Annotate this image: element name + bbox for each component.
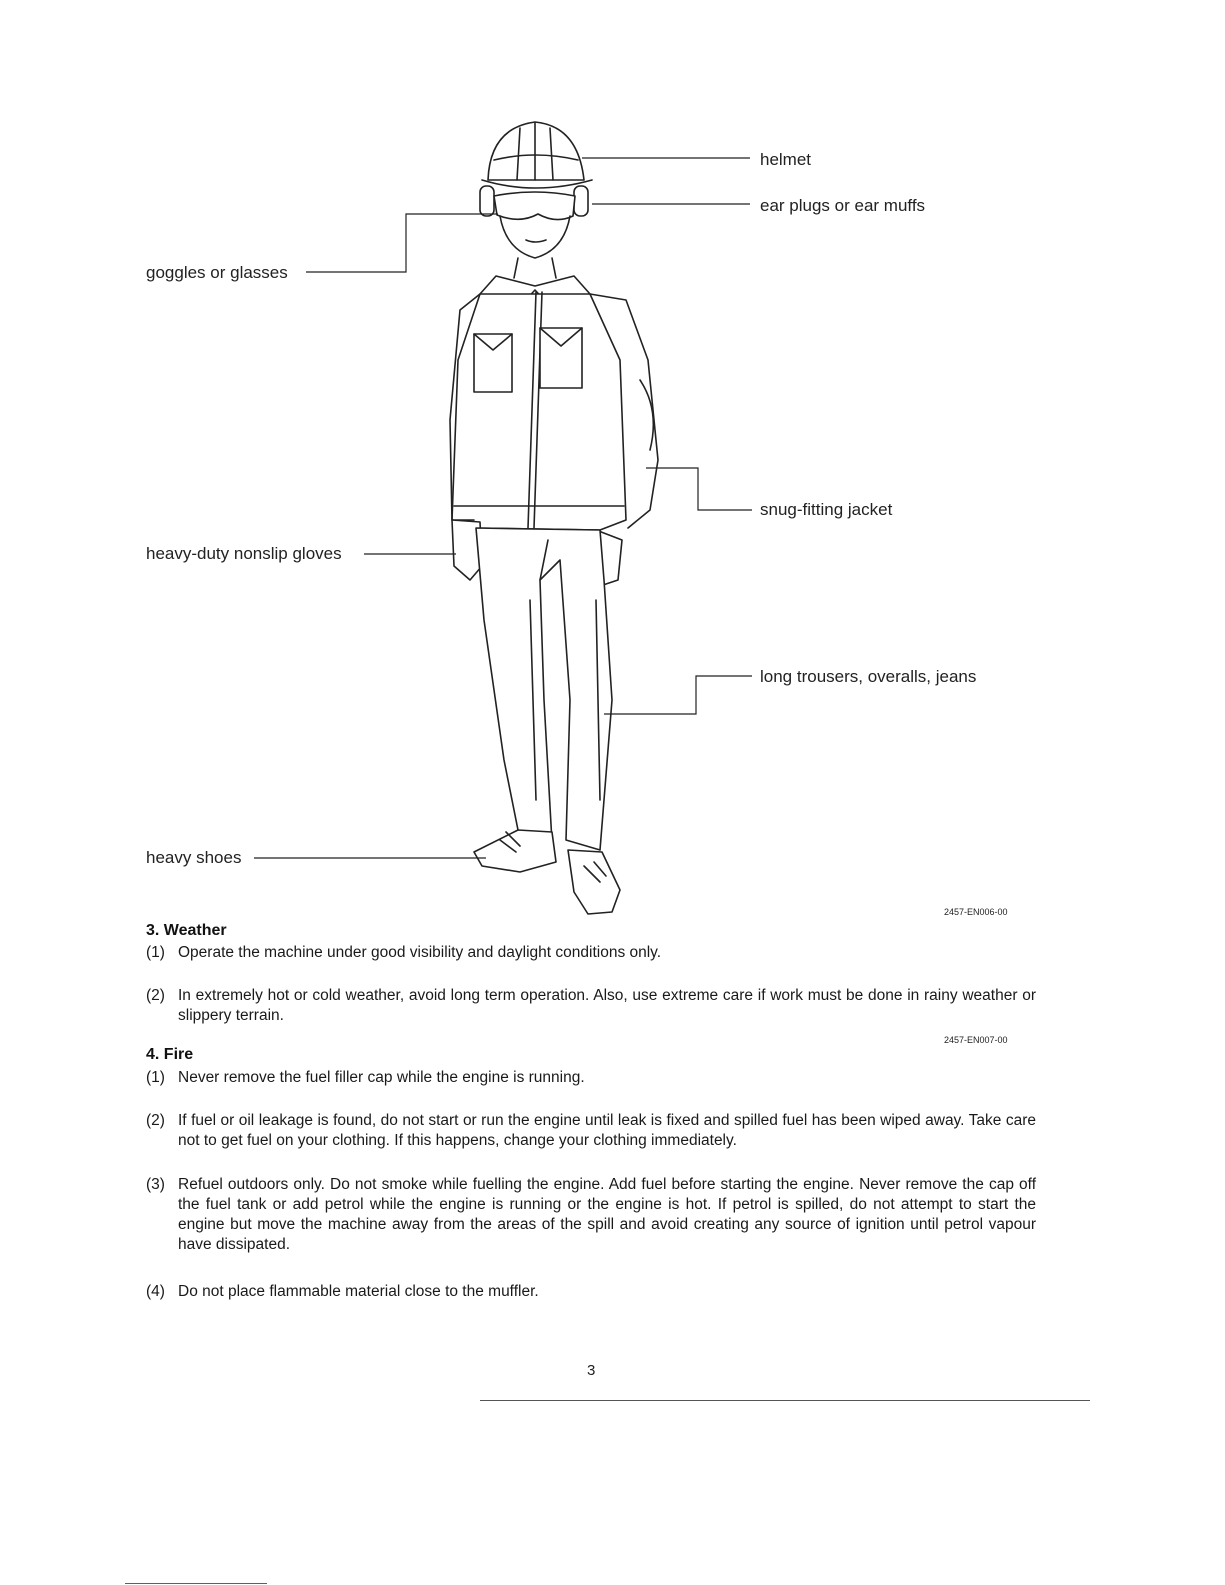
section-title-weather: 3. Weather — [146, 922, 227, 939]
trousers-drawing — [476, 528, 612, 850]
item-text: Operate the machine under good visibility and daylight conditions only. — [178, 944, 662, 961]
figure-reference-code: 2457-EN006-00 — [944, 907, 1008, 917]
leader-goggles — [306, 214, 498, 272]
item-text: If fuel or oil leakage is found, do not start or run the engine until leak is fixed and spilled fuel has been wiped away. Take care not to get fuel on your clothing. If this happens, change your clothing immediately. — [178, 1112, 1036, 1149]
item-number: (4) — [146, 1283, 165, 1300]
label-gloves: heavy-duty nonslip gloves — [146, 544, 342, 563]
label-helmet: helmet — [760, 150, 812, 169]
weather-item-2 — [146, 986, 1036, 1026]
jacket-drawing — [452, 294, 626, 530]
leader-trousers — [604, 676, 752, 714]
item-number: (1) — [146, 1069, 165, 1086]
item-text: Refuel outdoors only. Do not smoke while fuelling the engine. Add fuel before starting the engine. Never remove the cap off the fuel tank or add petrol while the engine is running or the engine is hot. If petrol is spilled, do not attempt to start the engine but move the machine away from the areas of the spill and avoid creating any source of ignition until petrol vapour have dissipated. — [178, 1176, 1036, 1253]
label-ear-protection: ear plugs or ear muffs — [760, 196, 926, 215]
item-number: (2) — [146, 987, 165, 1004]
page-number: 3 — [587, 1362, 596, 1379]
weather-reference-code: 2457-EN007-00 — [944, 1035, 1008, 1045]
ear-muff-right — [574, 186, 588, 216]
fire-item-4 — [146, 1282, 1036, 1302]
ear-muff-left — [480, 186, 494, 216]
fire-item-3 — [146, 1175, 1036, 1255]
label-jacket: snug-fitting jacket — [760, 500, 893, 519]
label-shoes: heavy shoes — [146, 848, 242, 867]
label-goggles: goggles or glasses — [146, 263, 288, 282]
fire-item-2 — [146, 1111, 1036, 1151]
item-number: (1) — [146, 944, 165, 961]
item-number: (3) — [146, 1176, 165, 1193]
leader-jacket — [646, 468, 752, 510]
right-shoe-drawing — [568, 850, 620, 914]
bottom-edge-mark — [125, 1583, 267, 1584]
footer-rule — [480, 1400, 1090, 1401]
item-number: (2) — [146, 1112, 165, 1129]
item-text: In extremely hot or cold weather, avoid long term operation. Also, use extreme care if work must be done in rainy weather or slippery terrain. — [178, 987, 1036, 1024]
fire-item-1 — [146, 1068, 1036, 1088]
goggles-drawing — [494, 192, 575, 220]
helmet-drawing — [482, 122, 592, 188]
weather-item-1 — [146, 943, 1036, 963]
item-text: Do not place flammable material close to the muffler. — [178, 1283, 539, 1300]
section-title-fire: 4. Fire — [146, 1046, 194, 1063]
item-text: Never remove the fuel filler cap while the engine is running. — [178, 1069, 585, 1086]
label-trousers: long trousers, overalls, jeans — [760, 667, 977, 686]
